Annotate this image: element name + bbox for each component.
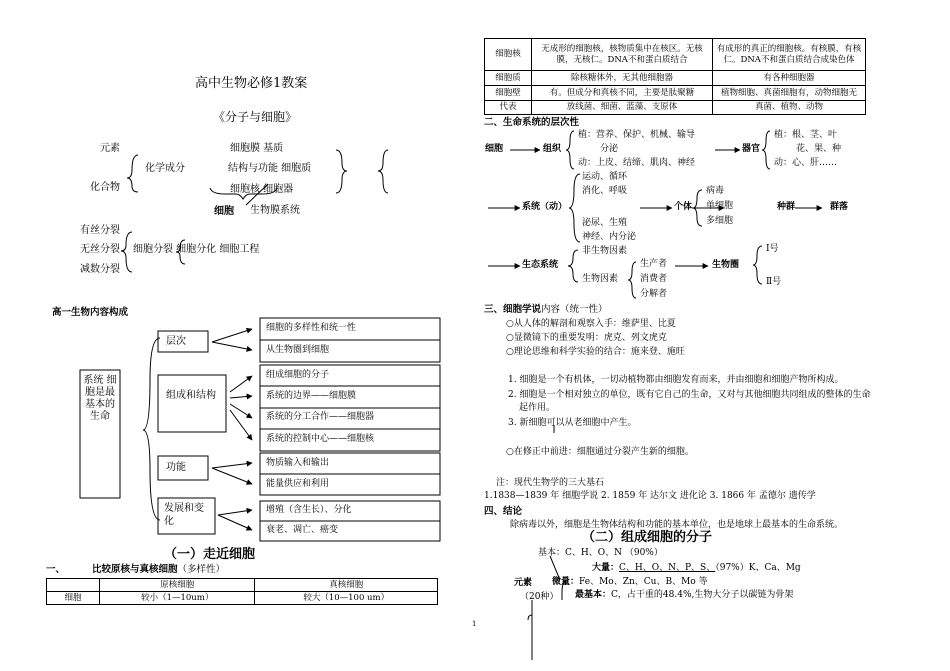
el-most-line xyxy=(575,590,793,601)
ind-item: 病毒 xyxy=(706,186,725,196)
outline-dev: 发展和变化 xyxy=(164,503,204,527)
h-organ: 器官 xyxy=(742,144,761,154)
sec1-note: （多样性） xyxy=(177,564,226,575)
sys-item: 神经、内分泌 xyxy=(582,232,637,242)
dev-item: 衰老、凋亡、癌变 xyxy=(266,525,339,535)
table-cell: 代表 xyxy=(485,101,532,115)
levels-item: 细胞的多样性和统一性 xyxy=(266,323,357,333)
el-elements: 元素 xyxy=(514,578,533,588)
conclusion: 除病毒以外，细胞是生物体结构和功能的基本单位，也是地球上最基本的生命系统。 xyxy=(510,520,844,530)
h-community: 群落 xyxy=(830,202,849,212)
el-major-line xyxy=(592,563,801,574)
table-cell: 细胞核 xyxy=(485,39,532,71)
sec1-title: 比较原核与真核细胞 xyxy=(92,564,178,575)
compare-table-bottom xyxy=(484,38,866,115)
h-individual: 个体 xyxy=(674,202,693,212)
table-cell: 有各种细胞器 xyxy=(713,71,866,86)
el-major: C、H、O、N、P、S、 xyxy=(619,563,716,573)
table-cell: 放线菌、细菌、蓝藻、支原体 xyxy=(532,101,713,115)
theory-item: 1. 细胞是一个有机体，一切动植物都由细胞发育而来，并由细胞和细胞产物所构成。 xyxy=(508,375,844,385)
table-cell: 植物细胞、真菌细胞有，动物细胞无 xyxy=(713,86,866,101)
sec2-title: 二、生命系统的层次性 xyxy=(484,117,580,128)
sec1-num: 一、 xyxy=(46,564,66,575)
el-trace: Fe、Mo、Zn、Cu、B、Mo 等 xyxy=(579,577,708,587)
table-cell: 较大（10—100 um） xyxy=(255,592,438,605)
h-eco: 生态系统 xyxy=(522,260,559,270)
table-head-cell xyxy=(47,579,100,592)
h-producer: 生产者 xyxy=(640,259,668,269)
table-cell: 无成形的细胞核，核物质集中在核区。无核膜，无核仁。DNA不和蛋白质结合 xyxy=(532,39,713,71)
func-item: 能量供应和利用 xyxy=(266,479,330,489)
sec3-title: 三、细胞学说 xyxy=(484,304,542,315)
table-cell: 细胞 xyxy=(47,592,100,605)
h-tissue-plant: 植：营养、保护、机械、输导 xyxy=(578,130,696,140)
chapter1-title: （一）走近细胞 xyxy=(164,547,256,562)
h-population: 种群 xyxy=(777,202,796,212)
map-membrane: 细胞膜 基质 xyxy=(230,143,284,154)
compare-table-top xyxy=(46,578,438,605)
h-organ-animal: 动：心、肝…… xyxy=(774,158,838,168)
h-nonbio: 非生物因素 xyxy=(582,246,628,256)
el-basic: 基本：C、H、O、N （90%） xyxy=(538,548,663,558)
map-chem: 化学成分 xyxy=(145,163,185,174)
dev-item: 增殖（含生长）、分化 xyxy=(266,505,352,515)
map-cell: 细胞 xyxy=(214,206,234,217)
el-most-label: 最基本： xyxy=(575,590,612,600)
sec3-line: ○理论思维和科学实验的结合：施来登、施旺 xyxy=(506,347,685,357)
map-division: 细胞分裂 细胞分化 细胞工程 xyxy=(133,244,260,255)
h-tissue-animal: 动：上皮、结缔、肌肉、神经 xyxy=(578,158,696,168)
h-bio: 生物因素 xyxy=(582,274,619,284)
section-title: 《分子与细胞》 xyxy=(213,110,298,124)
sys-item: 泌尿、生殖 xyxy=(582,218,628,228)
h-tissue-plant2: 分泌 xyxy=(600,144,619,154)
sec3-line: ○从人体的解剖和观察入手：维萨里、比夏 xyxy=(506,319,676,329)
sys-item: 运动、循环 xyxy=(582,172,628,182)
note: 注：现代生物学的三大基石 xyxy=(496,478,605,488)
table-head-cell: 真核细胞 xyxy=(255,579,438,592)
el-major-rest: （97%）K、Ca、Mg xyxy=(715,563,801,573)
ind-item: 多细胞 xyxy=(706,216,734,226)
sec3-line: ○显微镜下的重要发明：虎克、列文虎克 xyxy=(506,333,667,343)
h-bs2: Ⅱ号 xyxy=(766,277,782,287)
sys-item: 消化、呼吸 xyxy=(582,186,628,196)
map-membrane-system: 生物膜系统 xyxy=(250,205,300,216)
sec3-note: 内容（统一性） xyxy=(541,304,608,315)
table-cell: 细胞质 xyxy=(485,71,532,86)
func-item: 物质输入和输出 xyxy=(266,458,330,468)
el-trace-label: 微量： xyxy=(552,577,580,587)
levels-item: 从生物圈到细胞 xyxy=(266,345,330,355)
sec3-heading xyxy=(484,304,608,316)
h-bs1: Ⅰ号 xyxy=(766,244,779,254)
outline-levels: 层次 xyxy=(166,336,186,347)
el-trace-line xyxy=(552,577,708,588)
map-mitosis: 有丝分裂 xyxy=(80,225,120,236)
map-structure: 结构与功能 细胞质 xyxy=(228,163,312,174)
theory-item: 2. 细胞是一个相对独立的单位，既有它自己的生命，又对与其他细胞共同组成的整体的生命 xyxy=(508,390,871,400)
map-meiosis: 减数分裂 xyxy=(80,264,120,275)
bases: 1.1838—1839 年 细胞学说 2. 1859 年 达尔文 进化论 3. 1866 年 孟德尔 遗传学 xyxy=(484,491,816,501)
theory-item: 起作用。 xyxy=(519,403,556,413)
sec1-heading xyxy=(92,564,225,576)
chapter2-title: （二）组成细胞的分子 xyxy=(582,530,713,545)
h-producer: 消费者 xyxy=(640,274,668,284)
table-head-cell: 原核细胞 xyxy=(100,579,255,592)
el-major-label: 大量： xyxy=(592,563,620,573)
theory-revise: ○在修正中前进：细胞通过分裂产生新的细胞。 xyxy=(506,447,694,457)
comp-item: 系统的控制中心——细胞核 xyxy=(266,434,375,444)
page-number: 1 xyxy=(472,620,477,628)
table-cell: 有成形的真正的细胞核。有核膜，有核仁。DNA不和蛋白质结合成染色体 xyxy=(713,39,866,71)
outline-heading: 高一生物内容构成 xyxy=(52,307,129,318)
doc-title: 高中生物必修1教案 xyxy=(195,76,308,91)
table-cell: 除核糖体外，无其他细胞器 xyxy=(532,71,713,86)
table-cell: 较小（1—10um） xyxy=(100,592,255,605)
comp-item: 系统的分工合作——细胞器 xyxy=(266,412,375,422)
el-most: C，占干重的48.4%,生物大分子以碳链为骨架 xyxy=(611,590,794,600)
h-producer: 分解者 xyxy=(640,289,668,299)
h-cell: 细胞 xyxy=(485,144,504,154)
map-nucleus: 细胞核 细胞器 xyxy=(230,184,294,195)
h-tissue: 组织 xyxy=(543,144,562,154)
outline-comp: 组成和结构 xyxy=(166,390,216,401)
theory-item: 3. 新细胞可以从老细胞中产生。 xyxy=(508,418,637,428)
h-organ-plant2: 花、果、种 xyxy=(796,144,842,154)
table-cell: 有。但成分和真核不同，主要是肽聚糖 xyxy=(532,86,713,101)
h-organ-plant: 植：根、茎、叶 xyxy=(774,130,838,140)
comp-item: 组成细胞的分子 xyxy=(266,370,330,380)
el-count: （20种） xyxy=(520,592,559,602)
map-elements: 元素 xyxy=(100,143,120,154)
outline-func: 功能 xyxy=(166,462,186,473)
sec4-title: 四、结论 xyxy=(484,506,523,517)
outline-root: 系统 细胞是最基本的生命 xyxy=(83,375,117,422)
ind-item: 单细胞 xyxy=(706,201,734,211)
map-amitosis: 无丝分裂 xyxy=(80,244,120,255)
map-compounds: 化合物 xyxy=(90,182,120,193)
comp-item: 系统的边界——细胞膜 xyxy=(266,391,357,401)
h-system: 系统（动） xyxy=(522,202,568,212)
h-biosphere: 生物圈 xyxy=(712,260,740,270)
table-cell: 真菌、植物、动物 xyxy=(713,101,866,115)
table-cell: 细胞壁 xyxy=(485,86,532,101)
